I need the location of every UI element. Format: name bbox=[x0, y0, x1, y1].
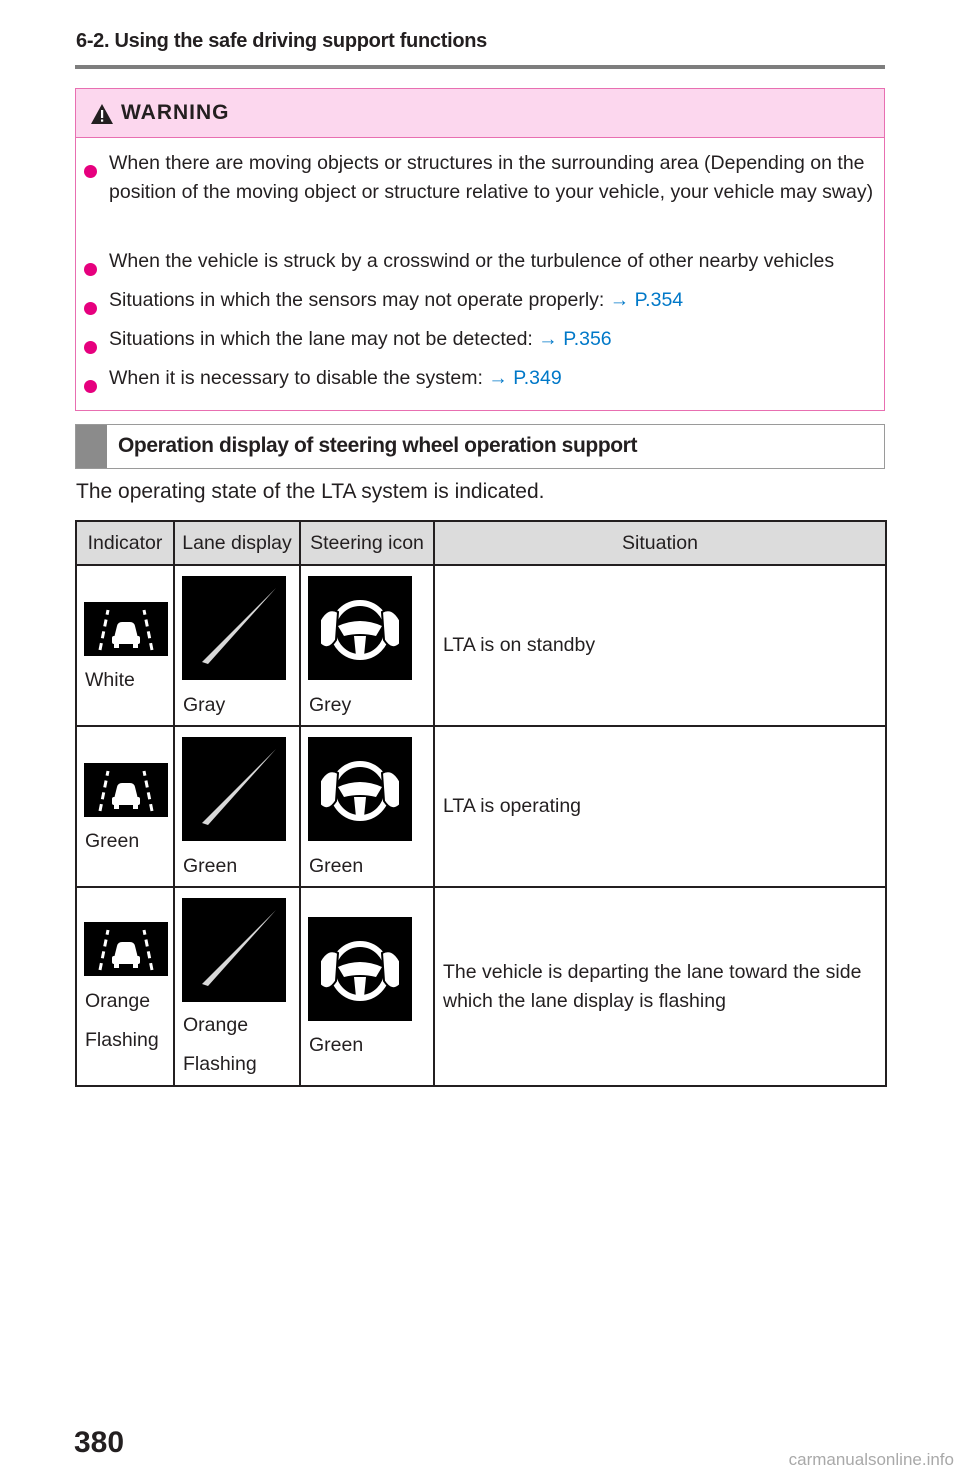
steering-icon-color-label: Green bbox=[309, 1034, 364, 1056]
column-header-situation: Situation bbox=[434, 521, 886, 565]
lta-status-table bbox=[75, 520, 887, 1087]
warning-triangle-icon bbox=[90, 103, 114, 125]
indicator-color-label: Orange bbox=[85, 990, 151, 1012]
warning-item-text: When it is necessary to disable the system: bbox=[109, 367, 489, 389]
steering-icon-cell bbox=[300, 887, 434, 1086]
indicator-color-label: White bbox=[85, 669, 135, 691]
lane-display-state-label: Flashing bbox=[183, 1053, 257, 1075]
steering-icon-cell bbox=[300, 565, 434, 726]
bullet-icon bbox=[84, 302, 97, 315]
page-link-349[interactable]: → P.349 bbox=[488, 367, 562, 389]
section-header: 6-2. Using the safe driving support functions bbox=[76, 30, 487, 52]
steering-wheel-hands-icon bbox=[308, 737, 412, 841]
page-link-354[interactable]: → P.354 bbox=[609, 289, 684, 311]
lane-display-icon bbox=[182, 898, 286, 1002]
steering-icon-color-label: Grey bbox=[309, 694, 352, 716]
lane-indicator-icon bbox=[84, 763, 168, 817]
column-header-lane-display: Lane display bbox=[174, 521, 300, 565]
lane-indicator-icon bbox=[84, 922, 168, 976]
table-header-row bbox=[76, 521, 886, 565]
warning-item-text: When there are moving objects or structures in the surrounding area (Depending on the position of the moving object or structure relative to your vehicle, your vehicle may sway) bbox=[109, 152, 874, 203]
steering-icon-cell bbox=[300, 726, 434, 887]
steering-icon-color-label: Green bbox=[309, 855, 364, 877]
lane-display-color-label: Gray bbox=[183, 694, 226, 716]
watermark: carmanualsonline.info bbox=[788, 1450, 954, 1469]
lane-display-cell bbox=[174, 726, 300, 887]
warning-box bbox=[75, 88, 885, 411]
situation-cell bbox=[434, 565, 886, 726]
warning-item-text: When the vehicle is struck by a crosswind or the turbulence of other nearby vehicles bbox=[109, 250, 835, 272]
indicator-cell bbox=[76, 565, 174, 726]
table-row bbox=[76, 887, 886, 1086]
table-row bbox=[76, 565, 886, 726]
section-title: Operation display of steering wheel operation support bbox=[118, 434, 638, 457]
page-link-356[interactable]: → P.356 bbox=[538, 328, 612, 350]
warning-header bbox=[76, 89, 884, 138]
bullet-icon bbox=[84, 341, 97, 354]
warning-item-text: Situations in which the sensors may not operate properly: bbox=[109, 289, 610, 311]
header-divider bbox=[75, 65, 885, 69]
lane-display-cell bbox=[174, 887, 300, 1086]
indicator-color-label: Green bbox=[85, 830, 140, 852]
indicator-cell bbox=[76, 887, 174, 1086]
page-number: 380 bbox=[74, 1426, 125, 1459]
intro-paragraph: The operating state of the LTA system is indicated. bbox=[76, 480, 545, 503]
situation-text: LTA is on standby bbox=[443, 634, 596, 656]
steering-wheel-hands-icon bbox=[308, 576, 412, 680]
situation-cell bbox=[434, 726, 886, 887]
column-header-indicator: Indicator bbox=[76, 521, 174, 565]
column-header-steering-icon: Steering icon bbox=[300, 521, 434, 565]
table-row bbox=[76, 726, 886, 887]
steering-wheel-hands-icon bbox=[308, 917, 412, 1021]
lane-display-color-label: Orange bbox=[183, 1014, 249, 1036]
lane-display-icon bbox=[182, 737, 286, 841]
section-heading-bar bbox=[75, 424, 885, 469]
warning-item-text: Situations in which the lane may not be detected: bbox=[109, 328, 539, 350]
lane-indicator-icon bbox=[84, 602, 168, 656]
situation-text: The vehicle is departing the lane toward the side which the lane display is flashing bbox=[443, 961, 862, 1012]
warning-title: WARNING bbox=[121, 101, 230, 124]
bullet-icon bbox=[84, 263, 97, 276]
indicator-state-label: Flashing bbox=[85, 1029, 159, 1051]
lane-display-color-label: Green bbox=[183, 855, 238, 877]
bullet-icon bbox=[84, 380, 97, 393]
situation-cell bbox=[434, 887, 886, 1086]
bullet-icon bbox=[84, 165, 97, 178]
indicator-cell bbox=[76, 726, 174, 887]
situation-text: LTA is operating bbox=[443, 795, 582, 817]
lane-display-icon bbox=[182, 576, 286, 680]
section-accent bbox=[76, 425, 107, 468]
lane-display-cell bbox=[174, 565, 300, 726]
